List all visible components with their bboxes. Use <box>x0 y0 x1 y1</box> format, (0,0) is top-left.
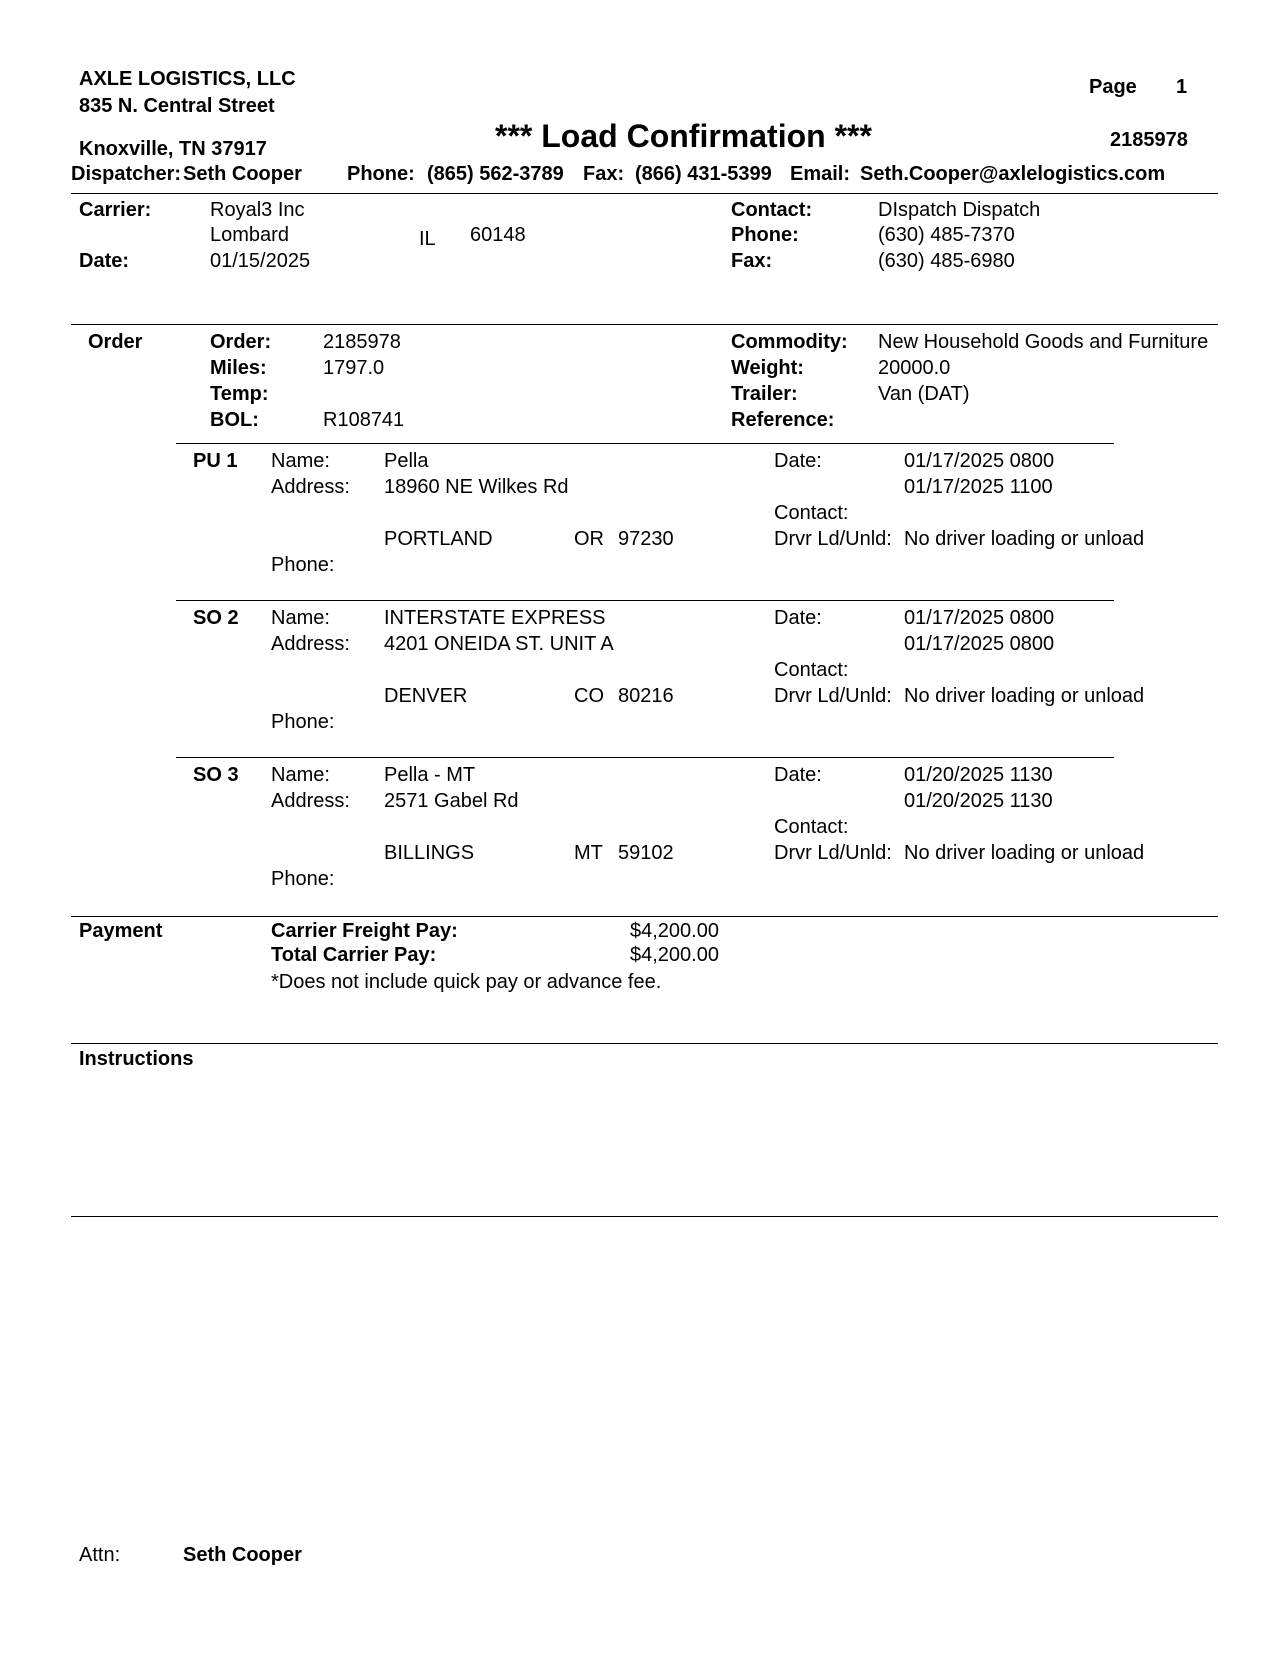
divider <box>71 1043 1218 1044</box>
carrier-fax: (630) 485-6980 <box>878 250 1015 272</box>
divider <box>71 916 1218 917</box>
weight-label: Weight: <box>731 357 804 379</box>
stop-state: MT <box>574 842 603 864</box>
stop-zip: 97230 <box>618 528 674 550</box>
payment-note: *Does not include quick pay or advance fee. <box>271 971 662 993</box>
stop-city: PORTLAND <box>384 528 493 550</box>
trailer-value: Van (DAT) <box>878 383 970 405</box>
stop-code: SO 2 <box>193 607 239 629</box>
stop-contact-label: Contact: <box>774 502 849 524</box>
carrier-city: Lombard <box>210 224 289 246</box>
stop-zip: 80216 <box>618 685 674 707</box>
page-title: *** Load Confirmation *** <box>495 118 872 154</box>
miles-label: Miles: <box>210 357 267 379</box>
stop-contact-label: Contact: <box>774 659 849 681</box>
dispatch-fax-label: Fax: <box>583 163 625 185</box>
stop-drvr-value: No driver loading or unload <box>904 685 1145 707</box>
stop-phone-label: Phone: <box>271 554 335 576</box>
stop-date-label: Date: <box>774 450 822 472</box>
stop-name-label: Name: <box>271 764 330 786</box>
stop-address-label: Address: <box>271 476 350 498</box>
stop-code: PU 1 <box>193 450 238 472</box>
stop-drvr-value: No driver loading or unload <box>904 842 1145 864</box>
reference-label: Reference: <box>731 409 835 431</box>
stop-date-start: 01/17/2025 0800 <box>904 450 1055 472</box>
stop-date-label: Date: <box>774 764 822 786</box>
page-number: 1 <box>1176 76 1188 98</box>
stop-phone-label: Phone: <box>271 868 335 890</box>
instructions-section-label: Instructions <box>79 1048 194 1070</box>
stop-address: 4201 ONEIDA ST. UNIT A <box>384 633 614 655</box>
total-pay-label: Total Carrier Pay: <box>271 944 437 966</box>
divider <box>71 1216 1218 1217</box>
stop-date-end: 01/17/2025 0800 <box>904 633 1055 655</box>
dispatcher-name: Seth Cooper <box>183 163 302 185</box>
freight-pay-value: $4,200.00 <box>630 920 719 942</box>
dispatch-email: Seth.Cooper@axlelogistics.com <box>860 163 1166 185</box>
stop-contact-label: Contact: <box>774 816 849 838</box>
stop-name: INTERSTATE EXPRESS <box>384 607 606 629</box>
stop-city: BILLINGS <box>384 842 475 864</box>
stop-address: 2571 Gabel Rd <box>384 790 519 812</box>
stop-city: DENVER <box>384 685 468 707</box>
dispatch-fax: (866) 431-5399 <box>635 163 772 185</box>
divider <box>71 193 1218 194</box>
attn-label: Attn: <box>79 1544 121 1566</box>
payment-section-label: Payment <box>79 920 163 942</box>
bol-value: R108741 <box>323 409 405 431</box>
stop-name-label: Name: <box>271 450 330 472</box>
carrier-name: Royal3 Inc <box>210 199 305 221</box>
temp-label: Temp: <box>210 383 269 405</box>
dispatch-phone: (865) 562-3789 <box>427 163 564 185</box>
order-number: 2185978 <box>323 331 401 353</box>
carrier-label: Carrier: <box>79 199 152 221</box>
divider <box>176 757 1114 758</box>
carrier-phone-label: Phone: <box>731 224 799 246</box>
bol-label: BOL: <box>210 409 259 431</box>
stop-name-label: Name: <box>271 607 330 629</box>
stop-name: Pella - MT <box>384 764 476 786</box>
dispatcher-label: Dispatcher: <box>71 163 182 185</box>
stop-phone-label: Phone: <box>271 711 335 733</box>
carrier-state: IL <box>419 228 436 250</box>
order-section-label: Order <box>88 331 143 353</box>
stop-code: SO 3 <box>193 764 239 786</box>
carrier-contact-label: Contact: <box>731 199 813 221</box>
page-label: Page <box>1089 76 1137 98</box>
stop-drvr-label: Drvr Ld/Unld: <box>774 528 892 550</box>
stop-date-end: 01/17/2025 1100 <box>904 476 1053 498</box>
carrier-zip: 60148 <box>470 224 526 246</box>
stop-date-start: 01/17/2025 0800 <box>904 607 1055 629</box>
stop-date-label: Date: <box>774 607 822 629</box>
divider <box>176 600 1114 601</box>
dispatch-phone-label: Phone: <box>347 163 415 185</box>
trailer-label: Trailer: <box>731 383 798 405</box>
confirmation-number: 2185978 <box>1110 129 1188 151</box>
attn-name: Seth Cooper <box>183 1544 302 1566</box>
order-number-label: Order: <box>210 331 272 353</box>
stop-drvr-label: Drvr Ld/Unld: <box>774 842 892 864</box>
stop-drvr-value: No driver loading or unload <box>904 528 1145 550</box>
commodity-label: Commodity: <box>731 331 848 353</box>
stop-address: 18960 NE Wilkes Rd <box>384 476 569 498</box>
dispatch-email-label: Email: <box>790 163 851 185</box>
stop-date-start: 01/20/2025 1130 <box>904 764 1053 786</box>
carrier-contact: DIspatch Dispatch <box>878 199 1041 221</box>
stop-zip: 59102 <box>618 842 674 864</box>
weight-value: 20000.0 <box>878 357 951 379</box>
divider <box>71 324 1218 325</box>
stop-date-end: 01/20/2025 1130 <box>904 790 1053 812</box>
company-city: Knoxville, TN 37917 <box>79 138 267 160</box>
stop-name: Pella <box>384 450 429 472</box>
company-street: 835 N. Central Street <box>79 95 275 117</box>
commodity-value: New Household Goods and Furniture <box>878 331 1209 353</box>
carrier-fax-label: Fax: <box>731 250 773 272</box>
divider <box>176 443 1114 444</box>
stop-address-label: Address: <box>271 790 350 812</box>
stop-address-label: Address: <box>271 633 350 655</box>
company-name: AXLE LOGISTICS, LLC <box>79 68 296 90</box>
stop-drvr-label: Drvr Ld/Unld: <box>774 685 892 707</box>
stop-state: CO <box>574 685 604 707</box>
carrier-date-label: Date: <box>79 250 130 272</box>
miles-value: 1797.0 <box>323 357 385 379</box>
freight-pay-label: Carrier Freight Pay: <box>271 920 458 942</box>
carrier-date: 01/15/2025 <box>210 250 311 272</box>
stop-state: OR <box>574 528 604 550</box>
carrier-phone: (630) 485-7370 <box>878 224 1015 246</box>
total-pay-value: $4,200.00 <box>630 944 719 966</box>
